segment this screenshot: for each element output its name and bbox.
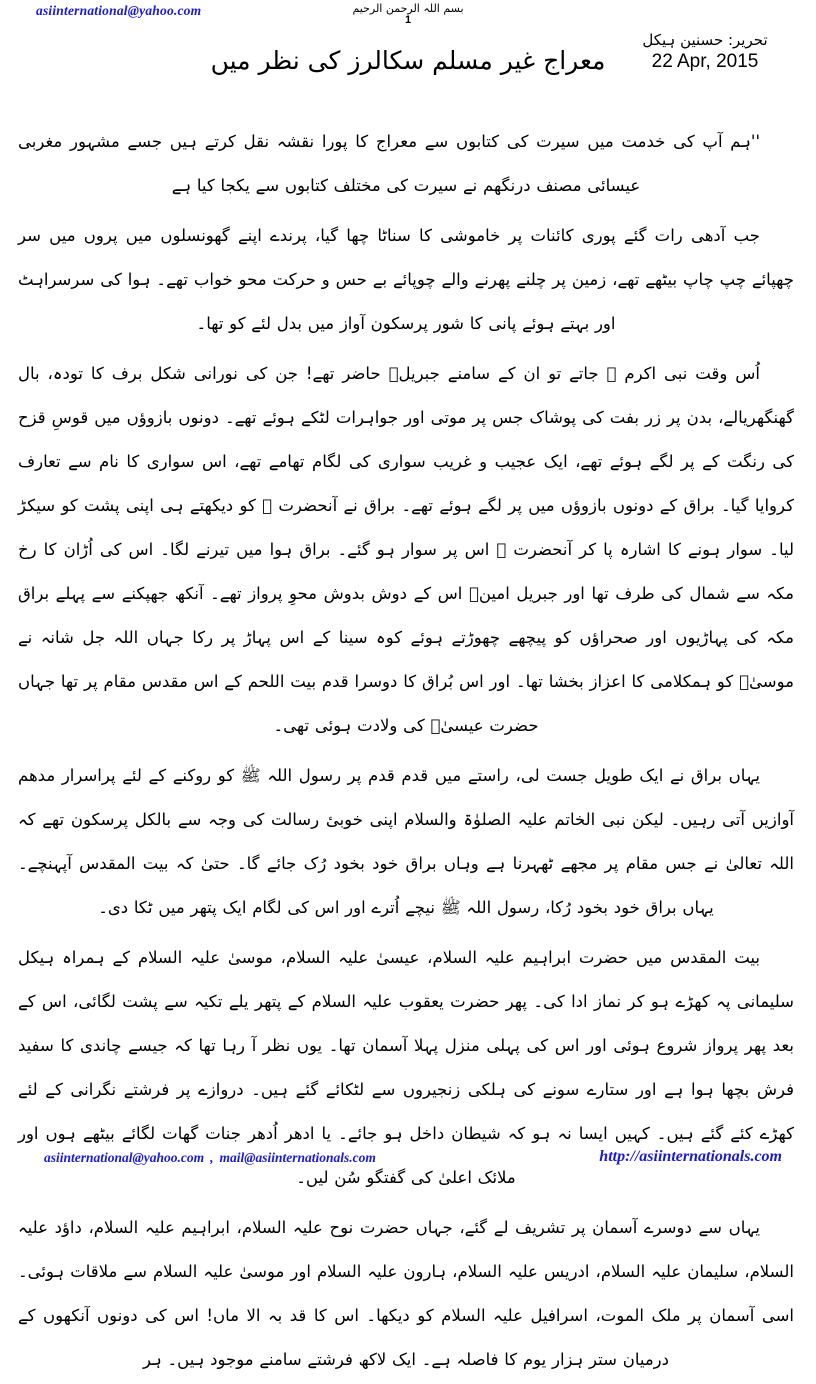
footer-email-primary[interactable]: asiinternational@yahoo.com (44, 1150, 205, 1165)
footer-email-group (44, 1150, 376, 1166)
article-body (18, 120, 794, 1384)
bismillah-text: بسم اللہ الرحمن الرحیم (352, 2, 464, 15)
footer-email-separator: , (210, 1150, 214, 1165)
body-paragraph: اُس وقت نبی اکرم ﷺ جاتے تو ان کے سامنے جبریلؑ حاضر تھے! جن کی نورانی شکل برف کا تودہ، بال گھنگھریالے، بدن پر زر بفت کی پوشاک جس پر موتی اور جواہرات لٹکے ہوئے تھے۔ دونوں بازوؤں میں قوسِ قزح کی رنگت کے پر لگے ہوئے تھے، ایک عجیب و غریب سواری کی لگام تھامے تھے، اس سواری کا نام سے تعارف کروایا گیا۔ براق کے دونوں بازوؤں میں پر لگے ہوئے تھے۔ براق نے آنحضرت ﷺ کو دیکھتے ہی اپنی پشت کو سیکڑ لیا۔ سوار ہونے کا اشارہ پا کر آنحضرت ﷺ اس پر سوار ہو گئے۔ براق ہوا میں تیرنے لگا۔ اس کی اُڑان کا رخ مکہ سے شمال کی طرف تھا اور جبریل امینؑ اس کے دوش بدوش محوِ پرواز تھے۔ آنکھ جھپکنے سے پہلے براق مکہ کی پہاڑیوں اور صحراؤں کو پیچھے چھوڑتے ہوئے کوہ سینا کے اس پہاڑ پر رکا جہاں اللہ جل شانہ نے موسیٰؑ کو ہمکلامی کا اعزاز بخشا تھا۔ اور اس بُراق کا دوسرا قدم بیت اللحم کے اس مقدس مقام پر تھا جہاں حضرت عیسیٰؑ کی ولادت ہوئی تھی۔ (18, 364, 794, 735)
page-header (0, 0, 816, 118)
body-paragraph: یہاں سے دوسرے آسمان پر تشریف لے گئے، جہاں حضرت نوح علیہ السلام، ابراہیم علیہ السلام، داؤد علیہ السلام، سلیمان علیہ السلام، ادریس علیہ السلام، ہارون علیہ السلام اور موسیٰ علیہ السلام سے ملاقات ہوئی۔ اسی آسمان پر ملک الموت، اسرافیل علیہ السلام کو دیکھا۔ اس کا قد بہ الا ماں! اس کی دونوں آنکھوں کے درمیان ستر ہزار یوم کا فاصلہ ہے۔ ایک لاکھ فرشتے سامنے موجود ہیں۔ ہر (18, 1218, 794, 1369)
body-paragraph: بیت المقدس میں حضرت ابراہیم علیہ السلام، عیسیٰ علیہ السلام، موسیٰ علیہ السلام کے ہمراہ ہیکل سلیمانی پہ کھڑے ہو کر نماز ادا کی۔ پھر حضرت یعقوب علیہ السلام کے پتھر یلے تکیہ سے پشت لگائی، اس کے بعد پھر پرواز شروع ہوئی اور اس کی پہلی منزل پہلا آسمان تھا۔ یوں نظر آ رہا تھا کہ جیسے چاندی کا سفید فرش بچھا ہوا ہے اور ستارے سونے کی ہلکی زنجیروں سے لٹکائے گئے ہیں۔ دروازے پر فرشتے نگرانی کے لئے کھڑے کئے گئے ہیں۔ کہیں ایسا نہ ہو کہ شیطان داخل ہو جائے۔ یا ادھر اُدھر جنات گھات لگائے بیٹھے ہوں اور ملائک اعلیٰ کی گفتگو سُن لیں۔ (18, 948, 794, 1187)
footer-email-secondary[interactable]: mail@asiinternationals.com (219, 1150, 376, 1165)
author-byline: تحریر: حسنین ہیکل (642, 31, 768, 49)
header-email-link[interactable]: asiinternational@yahoo.com (36, 3, 202, 18)
footer-website-link[interactable]: http://asiinternationals.com (599, 1148, 782, 1165)
publication-date: 22 Apr, 2015 (651, 51, 759, 72)
page-footer (0, 1150, 816, 1176)
body-paragraph: یہاں براق نے ایک طویل جست لی، راستے میں قدم قدم پر رسول اللہ ﷺ کو روکنے کے لئے پراسرار مدھم آوازیں آتی رہیں۔ لیکن نبی الخاتم علیہ الصلوٰۃ والسلام اپنی خوبیٔ رسالت کی وجہ سے بالکل پرسکون تھے کہ اللہ تعالیٰ نے جس مقام پر مجھے ٹھہرنا ہے وہاں براق خود بخود رُک جائے گا۔ حتیٰ کہ بیت المقدس آپہنچے۔ یہاں براق خود بخود رُکا، رسول اللہ ﷺ نیچے اُترے اور اس کی لگام ایک پتھر میں ٹکا دی۔ (18, 766, 794, 917)
body-paragraph: ''ہم آپ کی خدمت میں سیرت کی کتابوں سے معراج کا پورا نقشہ نقل کرتے ہیں جسے مشہور مغربی عیسائی مصنف درنگھم نے سیرت کی مختلف کتابوں سے یکجا کیا ہے (18, 132, 760, 195)
bismillah-block (0, 2, 816, 26)
article-title: معراج غیر مسلم سکالرز کی نظر میں (210, 46, 606, 75)
page-number: 1 (404, 14, 412, 26)
body-paragraph: جب آدھی رات گئے پوری کائنات پر خاموشی کا سناٹا چھا گیا، پرندے اپنے گھونسلوں میں پروں میں سر چھپائے چپ چاپ بیٹھے تھے، زمین پر چلنے پھرنے والے چوپائے بے حس و حرکت محو خواب تھے۔ ہوا کی سرسراہٹ اور بہتے ہوئے پانی کا شور پرسکون آواز میں بدل لئے کو تھا۔ (18, 226, 794, 333)
